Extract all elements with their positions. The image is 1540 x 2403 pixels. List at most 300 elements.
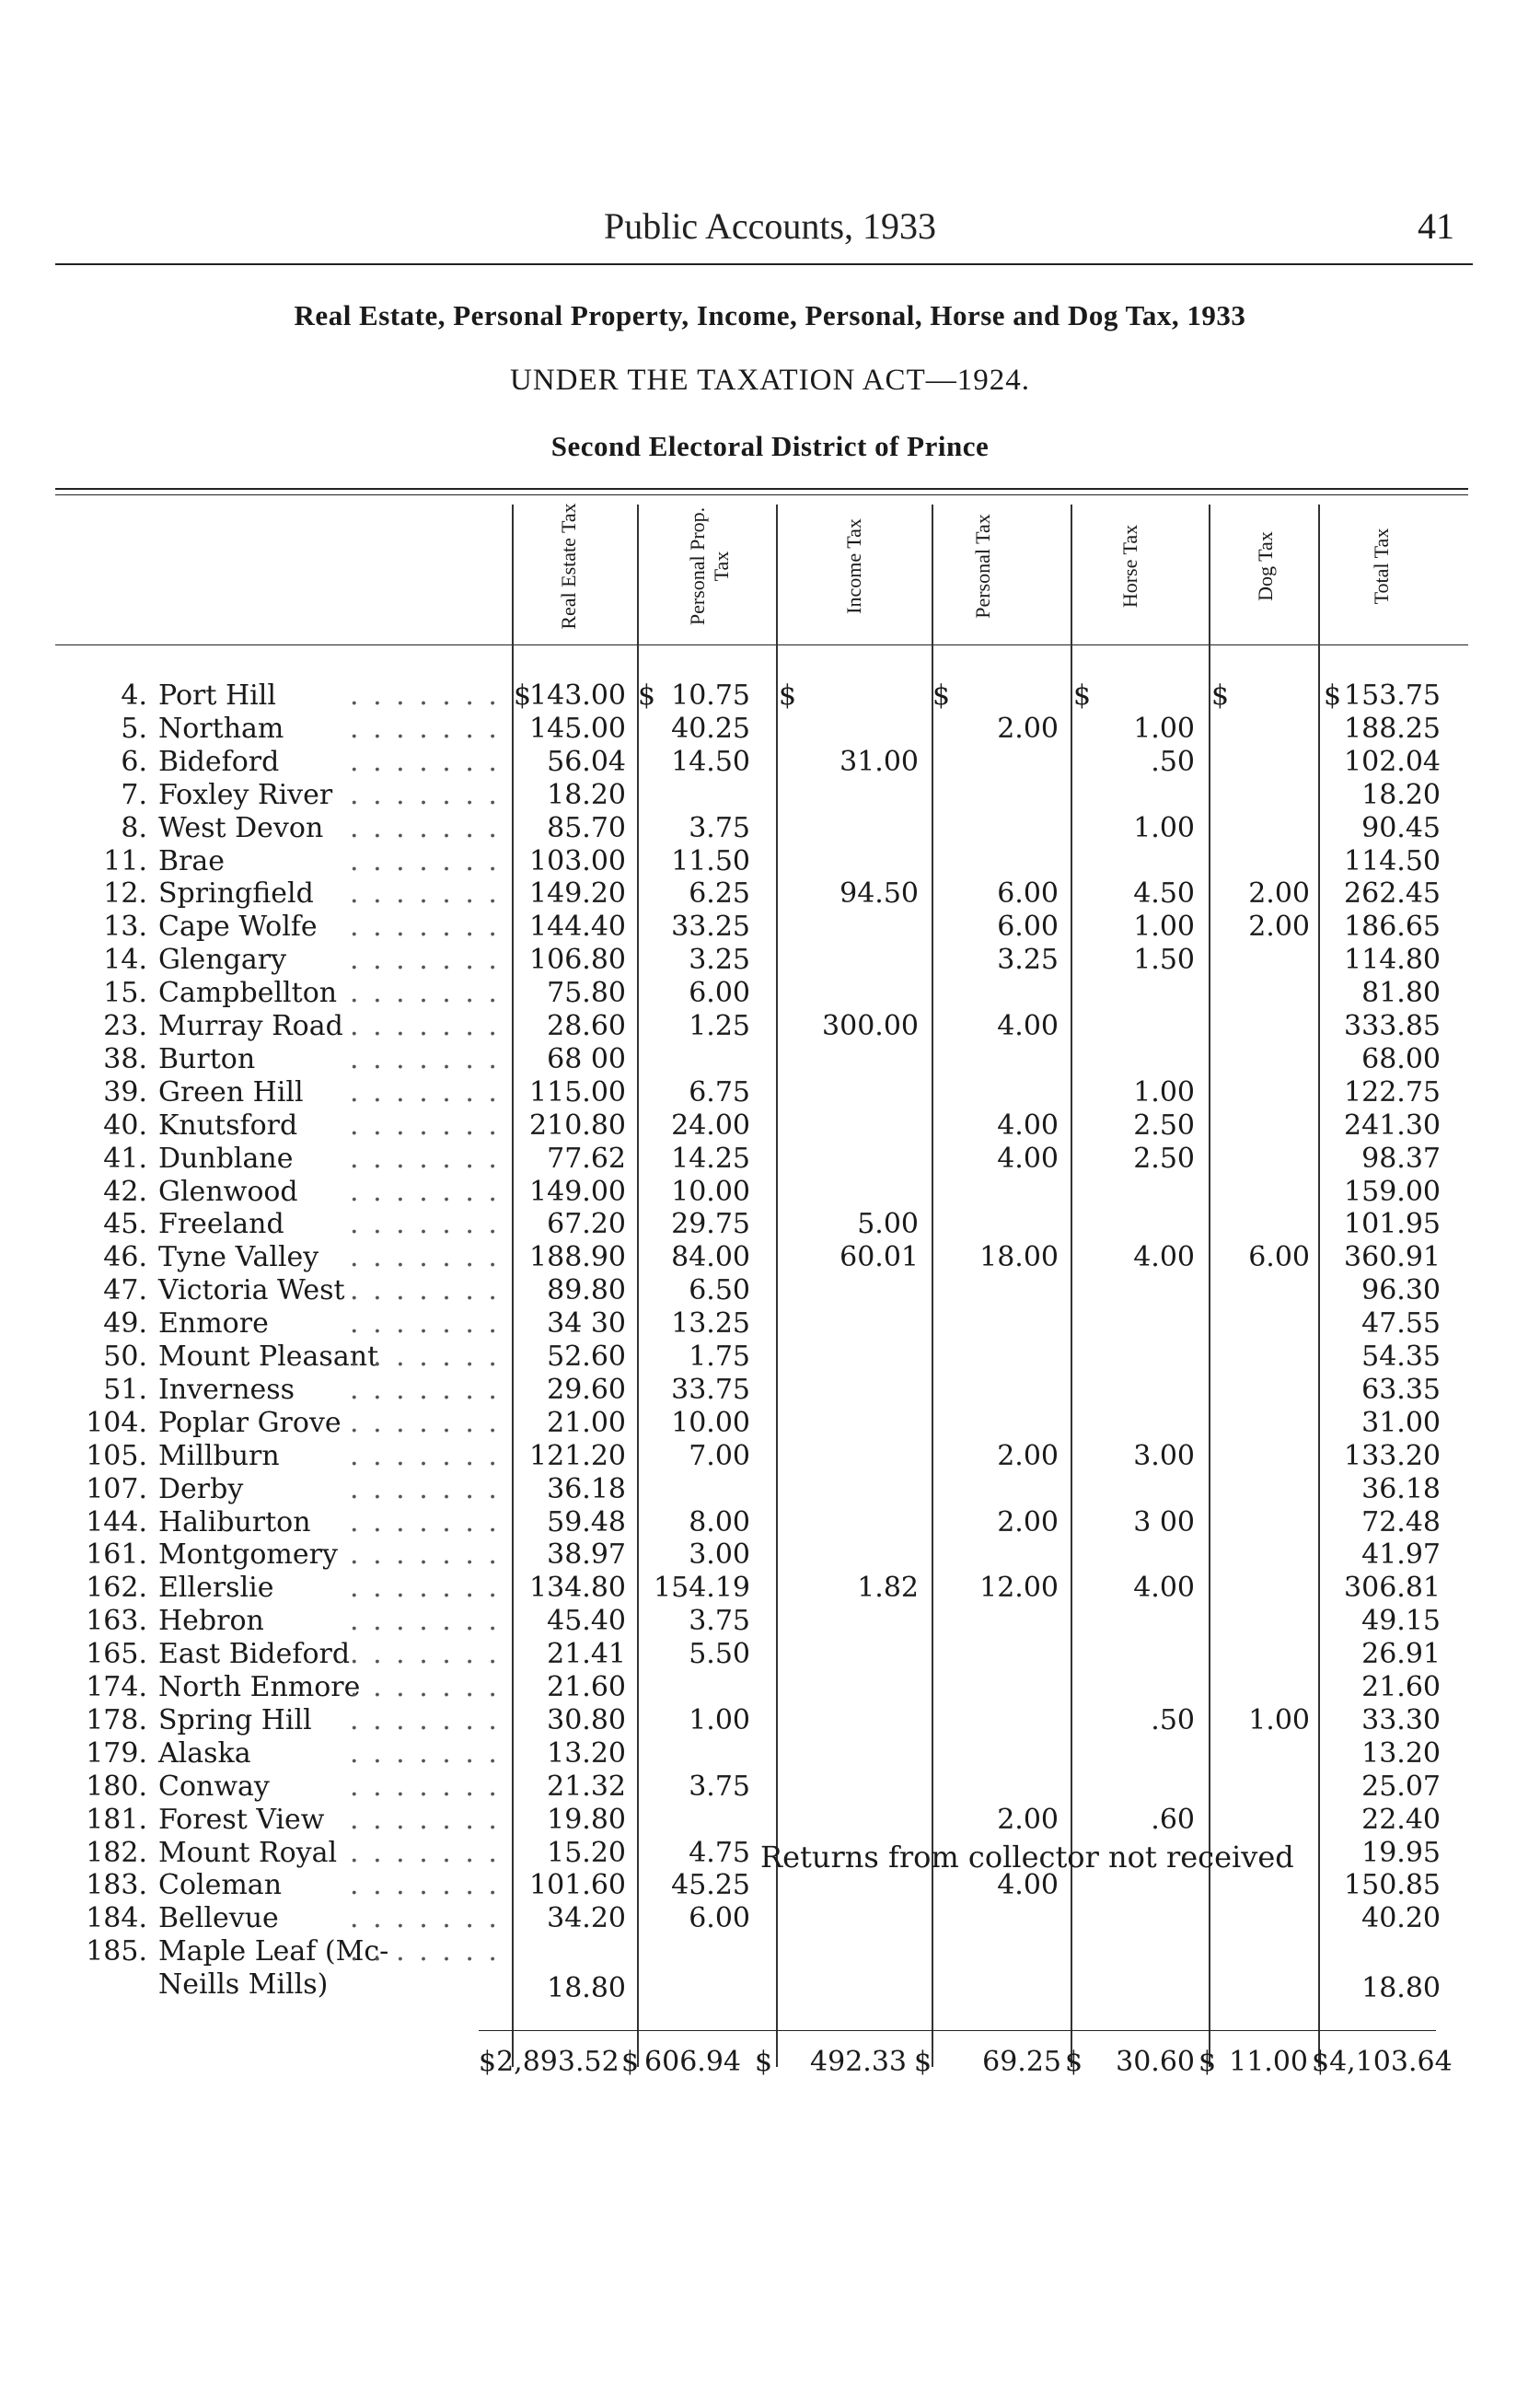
leader-dots: . . . . . . .	[350, 1803, 500, 1836]
col-header-horse: Horse Tax	[1118, 524, 1141, 609]
district-name: Haliburton	[158, 1505, 311, 1538]
district-name: Maple Leaf (Mc-	[158, 1935, 389, 1968]
cell-re: 103.00	[529, 844, 626, 877]
district-name: Coleman	[158, 1869, 283, 1902]
cell-pp: 1.25	[689, 1010, 750, 1042]
leader-dots: . . . . . . .	[350, 1572, 500, 1605]
district-name: Freeland	[158, 1208, 284, 1241]
district-name: Inverness	[158, 1373, 295, 1406]
row-number: 6.	[121, 745, 147, 778]
row-number: 104.	[86, 1406, 147, 1439]
leader-dots: . . . . . . .	[350, 1373, 500, 1406]
cell-pp: 29.75	[671, 1208, 750, 1241]
cell-pp: 3.25	[689, 944, 750, 977]
leader-dots: . . . . . . .	[350, 1638, 500, 1671]
cell-pp: 40.25	[671, 712, 750, 745]
district-name: Mount Royal	[158, 1836, 338, 1869]
table-row	[0, 1638, 1540, 1671]
table-row	[0, 779, 1540, 812]
cell-horse: 1.00	[1133, 811, 1195, 844]
cell-horse: 1.50	[1133, 944, 1195, 977]
cell-per: 12.00	[979, 1572, 1059, 1605]
district-name: Spring Hill	[158, 1703, 312, 1736]
cell-total: 49.15	[1361, 1605, 1441, 1638]
cell-pp: 11.50	[671, 844, 750, 877]
header-rule	[55, 263, 1473, 265]
cell-inc: 300.00	[822, 1010, 919, 1042]
table-row	[0, 1076, 1540, 1109]
district-name: Tyne Valley	[158, 1241, 319, 1274]
table-row	[0, 1341, 1540, 1374]
cell-re: 34 30	[547, 1307, 626, 1341]
cell-pp: 8.00	[689, 1505, 750, 1538]
cell-per: 4.00	[997, 1010, 1059, 1042]
cell-total: 36.18	[1361, 1472, 1441, 1505]
cell-horse: 4.50	[1133, 877, 1195, 911]
row-number: 45.	[103, 1208, 147, 1241]
cell-horse: 2.50	[1133, 1142, 1195, 1175]
table-row	[0, 1902, 1540, 1935]
cell-re: 34.20	[547, 1902, 626, 1935]
leader-dots: . . . . . . .	[350, 1671, 500, 1703]
table-row	[0, 1407, 1540, 1440]
district-name: North Enmore	[158, 1671, 361, 1703]
cell-total: 31.00	[1361, 1406, 1441, 1439]
cell-re: 19.80	[547, 1803, 626, 1836]
row-number: 38.	[103, 1042, 147, 1075]
district-name: Mount Pleasant	[158, 1341, 379, 1373]
cell-re: 149.00	[529, 1175, 626, 1208]
totals-row	[0, 2046, 1540, 2083]
cell-pp: 3.75	[689, 1605, 750, 1638]
cell-inc: 31.00	[839, 745, 919, 778]
cell-pp: 13.25	[671, 1307, 750, 1341]
cell-total: 33.30	[1361, 1703, 1441, 1736]
cell-re: 134.80	[529, 1572, 626, 1605]
dollar-sign: $	[932, 679, 951, 712]
dollar-sign: $	[914, 2046, 932, 2078]
cell-re: 101.60	[529, 1869, 626, 1902]
cell-per: 2.00	[997, 1439, 1059, 1472]
cell-per: 2.00	[997, 712, 1059, 745]
district-name: Port Hill	[158, 679, 276, 712]
cell-pp: 10.75	[671, 679, 750, 712]
leader-dots: . . . . . . .	[350, 1109, 500, 1142]
cell-per: 4.00	[997, 1869, 1059, 1902]
district-name: Bellevue	[158, 1902, 279, 1935]
row-number: 46.	[103, 1241, 147, 1274]
cell-pp: 6.00	[689, 1902, 750, 1935]
collector-note: Returns from collector not received	[760, 1840, 1294, 1875]
cell-horse: 1.00	[1133, 911, 1195, 944]
cell-re: 13.20	[547, 1736, 626, 1770]
cell-horse: .50	[1151, 1703, 1195, 1736]
total-income: 492.33	[810, 2046, 907, 2078]
dollar-sign: $	[1324, 679, 1342, 712]
district-name: Glenwood	[158, 1175, 298, 1208]
cell-re: 15.20	[547, 1836, 626, 1869]
cell-re: 18.20	[547, 778, 626, 811]
cell-pp: 14.50	[671, 745, 750, 778]
table-row	[0, 1473, 1540, 1506]
cell-re: 45.40	[547, 1605, 626, 1638]
district-name: Hebron	[158, 1605, 264, 1638]
cell-re: 143.00	[529, 679, 626, 712]
table-row	[0, 977, 1540, 1010]
leader-dots: . . . . . . .	[350, 944, 500, 977]
leader-dots: . . . . . . .	[350, 679, 500, 712]
cell-pp: 5.50	[689, 1638, 750, 1671]
leader-dots: . . . . . . .	[350, 1538, 500, 1572]
cell-total: 47.55	[1361, 1307, 1441, 1341]
district-name: Conway	[158, 1770, 270, 1803]
district-name: Alaska	[158, 1736, 251, 1770]
leader-dots: . . . . . . .	[350, 712, 500, 745]
table-row	[0, 1737, 1540, 1770]
dollar-sign: $	[621, 2046, 640, 2078]
cell-re: 121.20	[529, 1439, 626, 1472]
row-number: 7.	[121, 778, 147, 811]
row-number: 107.	[86, 1472, 147, 1505]
table-row	[0, 1208, 1540, 1241]
total-personal: 69.25	[982, 2046, 1061, 2078]
cell-re: 149.20	[529, 877, 626, 911]
leader-dots: . . . . . . .	[350, 977, 500, 1010]
cell-total: 54.35	[1361, 1341, 1441, 1373]
cell-per: 18.00	[979, 1241, 1059, 1274]
cell-pp: 7.00	[689, 1439, 750, 1472]
district-name: Victoria West	[158, 1274, 345, 1307]
dollar-sign: $	[638, 679, 656, 712]
dollar-sign: $	[1211, 679, 1230, 712]
cell-pp: 45.25	[671, 1869, 750, 1902]
table-row	[0, 1935, 1540, 2005]
cell-pp: 6.75	[689, 1075, 750, 1109]
table-row	[0, 1804, 1540, 1837]
cell-pp: 14.25	[671, 1142, 750, 1175]
district-name: Northam	[158, 712, 284, 745]
table-row	[0, 1374, 1540, 1407]
leader-dots: . . . . . . .	[350, 1075, 500, 1109]
leader-dots: . . . . . . .	[350, 1175, 500, 1208]
leader-dots: . . . . . . .	[350, 1505, 500, 1538]
row-number: 179.	[86, 1736, 147, 1770]
leader-dots: . . . . . . .	[350, 1439, 500, 1472]
cell-total: 18.20	[1361, 778, 1441, 811]
district-name: Murray Road	[158, 1010, 343, 1042]
cell-inc: 5.00	[857, 1208, 919, 1241]
row-number: 163.	[86, 1605, 147, 1638]
cell-total: 72.48	[1361, 1505, 1441, 1538]
table-row	[0, 1440, 1540, 1473]
cell-per: 4.00	[997, 1142, 1059, 1175]
leader-dots: . . . . . . .	[350, 1010, 500, 1042]
cell-dog: 2.00	[1248, 911, 1310, 944]
cell-total: 18.80	[1361, 1972, 1441, 2005]
leader-dots: . . . . . . .	[350, 1703, 500, 1736]
col-header-personal-prop: Personal Prop. Tax	[686, 506, 733, 626]
dollar-sign: $	[1065, 2046, 1083, 2078]
cell-re: 21.00	[547, 1406, 626, 1439]
cell-re: 28.60	[547, 1010, 626, 1042]
dollar-sign: $	[1073, 679, 1092, 712]
cell-re: 21.32	[547, 1770, 626, 1803]
dollar-sign: $	[755, 2046, 773, 2078]
leader-dots: . . . . . . .	[350, 1902, 500, 1935]
cell-re: 106.80	[529, 944, 626, 977]
row-number: 42.	[103, 1175, 147, 1208]
district-name: Derby	[158, 1472, 244, 1505]
leader-dots: . . . . . . .	[350, 1307, 500, 1341]
district-name: Glengary	[158, 944, 287, 977]
district-name: West Devon	[158, 811, 324, 844]
cell-re: 144.40	[529, 911, 626, 944]
table-row	[0, 746, 1540, 779]
cell-re: 18.80	[547, 1972, 626, 2005]
district-name: Knutsford	[158, 1109, 298, 1142]
district-name: Cape Wolfe	[158, 911, 318, 944]
cell-re: 145.00	[529, 712, 626, 745]
cell-total: 63.35	[1361, 1373, 1441, 1406]
cell-horse: .50	[1151, 745, 1195, 778]
cell-total: 25.07	[1361, 1770, 1441, 1803]
row-number: 49.	[103, 1307, 147, 1341]
cell-total: 41.97	[1361, 1538, 1441, 1572]
district-name: Springfield	[158, 877, 314, 911]
row-number: 39.	[103, 1075, 147, 1109]
cell-total: 150.85	[1344, 1869, 1441, 1902]
leader-dots: . . . . . . .	[350, 1208, 500, 1241]
dollar-sign: $	[514, 679, 532, 712]
leader-dots: . . . . . . .	[350, 1142, 500, 1175]
row-number: 161.	[86, 1538, 147, 1572]
cell-dog: 6.00	[1248, 1241, 1310, 1274]
leader-dots: . . . . . . .	[350, 1935, 500, 1968]
table-row	[0, 679, 1540, 713]
leader-dots: . . . . . . .	[350, 1770, 500, 1803]
cell-total: 122.75	[1344, 1075, 1441, 1109]
cell-horse: .60	[1151, 1803, 1195, 1836]
leader-dots: . . . . . . .	[350, 877, 500, 911]
row-number: 181.	[86, 1803, 147, 1836]
district-name: Bideford	[158, 745, 280, 778]
cell-re: 188.90	[529, 1241, 626, 1274]
cell-dog: 1.00	[1248, 1703, 1310, 1736]
table-title: Real Estate, Personal Property, Income, Personal, Horse and Dog Tax, 1933	[294, 299, 1246, 331]
cell-pp: 154.19	[654, 1572, 750, 1605]
row-number: 13.	[103, 911, 147, 944]
cell-re: 36.18	[547, 1472, 626, 1505]
cell-pp: 3.75	[689, 1770, 750, 1803]
cell-per: 6.00	[997, 911, 1059, 944]
row-number: 15.	[103, 977, 147, 1010]
district-subtitle: Second Electoral District of Prince	[550, 430, 990, 462]
table-row	[0, 812, 1540, 845]
cell-horse: 1.00	[1133, 1075, 1195, 1109]
table-top-rule-2	[55, 494, 1468, 495]
table-top-rule	[55, 488, 1468, 490]
cell-re: 85.70	[547, 811, 626, 844]
cell-total: 360.91	[1344, 1241, 1441, 1274]
cell-total: 96.30	[1361, 1274, 1441, 1307]
row-number: 51.	[103, 1373, 147, 1406]
row-number: 8.	[121, 811, 147, 844]
cell-re: 21.60	[547, 1671, 626, 1703]
leader-dots: . . . . . . .	[350, 1605, 500, 1638]
cell-total: 90.45	[1361, 811, 1441, 844]
leader-dots: . . . . . . .	[350, 911, 500, 944]
act-subtitle: UNDER THE TAXATION ACT—1924.	[510, 364, 1030, 397]
district-name: Montgomery	[158, 1538, 338, 1572]
running-header: Public Accounts, 1933	[603, 205, 937, 247]
cell-re: 29.60	[547, 1373, 626, 1406]
table-row	[0, 713, 1540, 746]
row-number: 50.	[103, 1341, 147, 1373]
grand-total: $4,103.64	[1312, 2046, 1453, 2078]
cell-total: 306.81	[1344, 1572, 1441, 1605]
cell-total: 133.20	[1344, 1439, 1441, 1472]
cell-horse: 4.00	[1133, 1241, 1195, 1274]
cell-horse: 3.00	[1133, 1439, 1195, 1472]
cell-re: 115.00	[529, 1075, 626, 1109]
cell-pp: 4.75	[689, 1836, 750, 1869]
district-name-continued: Neills Mills)	[158, 1968, 329, 2002]
table-row	[0, 944, 1540, 977]
col-header-real-estate: Real Estate Tax	[557, 503, 580, 630]
cell-re: 75.80	[547, 977, 626, 1010]
cell-pp: 1.00	[689, 1703, 750, 1736]
cell-total: 114.50	[1344, 844, 1441, 877]
table-row	[0, 1109, 1540, 1143]
row-number: 165.	[86, 1638, 147, 1671]
leader-dots: . . . . . . .	[350, 745, 500, 778]
table-row	[0, 1241, 1540, 1274]
cell-pp: 6.50	[689, 1274, 750, 1307]
row-number: 47.	[103, 1274, 147, 1307]
cell-total: 98.37	[1361, 1142, 1441, 1175]
cell-inc: 1.82	[857, 1572, 919, 1605]
table-row	[0, 1704, 1540, 1737]
row-number: 105.	[86, 1439, 147, 1472]
row-number: 174.	[86, 1671, 147, 1703]
cell-re: 21.41	[547, 1638, 626, 1671]
cell-pp: 10.00	[671, 1175, 750, 1208]
cell-re: 38.97	[547, 1538, 626, 1572]
row-number: 41.	[103, 1142, 147, 1175]
cell-inc: 94.50	[839, 877, 919, 911]
table-row	[0, 911, 1540, 944]
leader-dots: . . . . . . .	[350, 811, 500, 844]
leader-dots: . . . . . . .	[350, 844, 500, 877]
district-name: Millburn	[158, 1439, 280, 1472]
dollar-sign: $	[779, 679, 797, 712]
cell-re: 52.60	[547, 1341, 626, 1373]
cell-horse: 2.50	[1133, 1109, 1195, 1142]
leader-dots: . . . . . . .	[350, 1869, 500, 1902]
cell-re: 210.80	[529, 1109, 626, 1142]
row-number: 180.	[86, 1770, 147, 1803]
cell-per: 4.00	[997, 1109, 1059, 1142]
cell-total: 102.04	[1344, 745, 1441, 778]
row-number: 40.	[103, 1109, 147, 1142]
cell-pp: 6.00	[689, 977, 750, 1010]
cell-pp: 84.00	[671, 1241, 750, 1274]
cell-re: 30.80	[547, 1703, 626, 1736]
row-number: 178.	[86, 1703, 147, 1736]
cell-horse: 1.00	[1133, 712, 1195, 745]
cell-total: 26.91	[1361, 1638, 1441, 1671]
table-row	[0, 1043, 1540, 1076]
cell-horse: 4.00	[1133, 1572, 1195, 1605]
table-row	[0, 845, 1540, 878]
district-name: Burton	[158, 1042, 256, 1075]
cell-dog: 2.00	[1248, 877, 1310, 911]
cell-pp: 24.00	[671, 1109, 750, 1142]
row-number: 183.	[86, 1869, 147, 1902]
district-name: Campbellton	[158, 977, 338, 1010]
leader-dots: . . . . . . .	[350, 1341, 500, 1373]
total-real-estate: $2,893.52	[479, 2046, 619, 2078]
leader-dots: . . . . . . .	[350, 1836, 500, 1869]
district-name: Brae	[158, 844, 226, 877]
district-name: Dunblane	[158, 1142, 294, 1175]
cell-pp: 6.25	[689, 877, 750, 911]
table-row	[0, 1274, 1540, 1307]
col-header-personal: Personal Tax	[971, 514, 994, 619]
total-personal-prop: 606.94	[644, 2046, 741, 2078]
table-row	[0, 877, 1540, 911]
cell-inc: 60.01	[839, 1241, 919, 1274]
header-bottom-rule	[55, 644, 1468, 645]
col-header-total: Total Tax	[1370, 528, 1393, 605]
district-name: Ellerslie	[158, 1572, 274, 1605]
row-number: 144.	[86, 1505, 147, 1538]
cell-pp: 33.75	[671, 1373, 750, 1406]
row-number: 23.	[103, 1010, 147, 1042]
dollar-sign: $	[1198, 2046, 1217, 2078]
row-number: 182.	[86, 1836, 147, 1869]
cell-per: 6.00	[997, 877, 1059, 911]
leader-dots: . . . . . . .	[350, 1736, 500, 1770]
total-dog: 11.00	[1229, 2046, 1308, 2078]
cell-horse: 3 00	[1133, 1505, 1195, 1538]
cell-total: 40.20	[1361, 1902, 1441, 1935]
district-name: Enmore	[158, 1307, 269, 1341]
row-number: 184.	[86, 1902, 147, 1935]
row-number: 14.	[103, 944, 147, 977]
leader-dots: . . . . . . .	[350, 1274, 500, 1307]
cell-total: 101.95	[1344, 1208, 1441, 1241]
cell-re: 56.04	[547, 745, 626, 778]
table-row	[0, 1307, 1540, 1341]
page-number: 41	[1418, 205, 1454, 247]
row-number: 5.	[121, 712, 147, 745]
cell-pp: 3.00	[689, 1538, 750, 1572]
district-name: Foxley River	[158, 778, 333, 811]
row-number: 4.	[121, 679, 147, 712]
table-row	[0, 1605, 1540, 1638]
col-header-dog: Dog Tax	[1254, 531, 1277, 601]
cell-pp: 33.25	[671, 911, 750, 944]
cell-pp: 10.00	[671, 1406, 750, 1439]
cell-per: 3.25	[997, 944, 1059, 977]
cell-per: 2.00	[997, 1505, 1059, 1538]
cell-per: 2.00	[997, 1803, 1059, 1836]
cell-total: 13.20	[1361, 1736, 1441, 1770]
cell-total: 114.80	[1344, 944, 1441, 977]
cell-re: 59.48	[547, 1505, 626, 1538]
district-name: Poplar Grove	[158, 1406, 342, 1439]
